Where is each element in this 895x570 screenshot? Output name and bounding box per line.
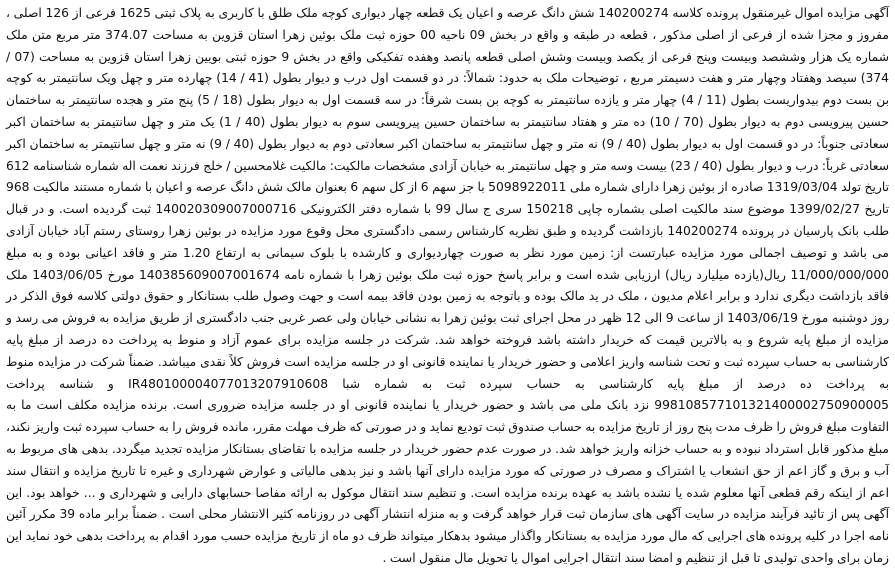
- auction-notice-text: آگهی مزایده اموال غیرمنقول پرونده کلاسه 140200274 شش دانگ عرصه و اعیان یک قطعه چهار دیواری کوچه ملک طلق با کاربری به پلاک ثبتی 1625 فرعی از 126 اصلی ، مفروز و مجزا شده از فرعی از اصلی مذکور ، قطعه در طبقه و واقع در بخش 09 ناحیه 00 حوزه ثبت ملک بوئین زهرا استان قزوین به مساحت 374.07 متر مربع متن ملک شماره یک هزار وششصد وبیست وپنج فرعی از یکصد وبیست وشش اصلی قطعه پانصد وهفده تفکیکی واقع در بخش 9 حوزه ثبتی بویین زهرا استان قزوین به مساحت (07 / 374) سیصد وهفتاد وچهار متر و هفت دسیمتر مربع ، توضیحات ملک به حدود: شمالاً: در دو قسمت اول درب و دیوار بطول (41 / 14) چهارده متر و چهل ویک سانتیمتر به کوچه بن بست دوم بیدواریست بطول (11 / 4) چهار متر و یازده سانتیمتر به کوچه بن بست شرقاً: در سه قسمت اول به دیوار بطول (18 / 5) پنج متر و هجده سانتیمتر به ساختمان حسین پیرویسی دوم به دیوار بطول (70 / 10) ده متر و هفتاد سانتیمتر به ساختمان حسین پیرویسی سوم به دیوار بطول (40 / 1) یک متر و چهل سانتیمتر به ساختمان اکبر سعادتی جنوباً: در دو قسمت اول به دیوار بطول (40 / 9) نه متر و چهل سانتیمتر به ساختمان اکبر سعادتی دوم به دیوار بطول (40 / 9) نه متر و چهل سانتیمتر به ساختمان اکبر سعادتی غرباً: درب و دیوار بطول (40 / 23) بیست وسه متر و چهل سانتیمتر به خیابان آزادی مشخصات مالکیت: مالکیت غلامحسین / خلج فرزند نعمت اله شماره شناسنامه 612 تاریخ تولد 1319/03/04 صادره از بوئین زهرا دارای شماره ملی 5098922011 با جز سهم 6 از کل سهم 6 بعنوان مالک شش دانگ عرصه و اعیان با شماره مستند مالکیت 968 تاریخ 1399/02/27 موضوع سند مالکیت اصلی بشماره چاپی 150218 سری ج سال 99 با شماره دفتر الکترونیکی 140020309007000716 ثبت گردیده است. و در قبال طلب بانک پارسیان در پرونده 140200274 بازداشت گردیده و طبق نظریه کارشناس رسمی دادگستری محل وقوع مورد مزایده در بوئین زهرا روستای رستم آباد خیابان آزادی می باشد و توصیف اجمالی مورد مزایده عبارتست از: زمین مورد نظر به صورت چهاردیواری و کارشده با بلوک سیمانی به ارتفاع 1.20 متر و فاقد اعیانی بوده و به مبلغ 11/000/000/000 ریال(یازده میلیارد ریال) ارزیابی شده است و برابر پاسخ حوزه ثبت ملک بوئین زهرا با شماره نامه 140385609007001674 مورخ 1403/06/05 ملک فاقد بازداشت دیگری ندارد و برابر اعلام مدیون ، ملک در ید مالک بوده و باتوجه به زمین بودن فاقد بیمه است و جهت وصول طلب بستانکار و حقوق دولتی کلاسه فوق الذکر در روز دوشنبه مورخ 1403/06/19 از ساعت 9 الی 12 ظهر در محل اجرای ثبت بوئین زهرا به نشانی خیابان ولی عصر غربی جنب دادگستری از طریق مزایده به فروش می رسد و مزایده از مبلغ پایه شروع و به بالاترین قیمت که خریدار داشته باشد فروخته خواهد شد. شرکت در جلسه مزایده برای عموم آزاد و منوط به پرداخت ده درصد از مبلغ پایه کارشناسی به حساب سپرده ثبت و تحت شناسه واریز اعلامی و حضور خریدار یا نماینده قانونی او در جلسه مزایده است فروش کلاً نقدی میباشد. ضمناً شرکت در مزایده منوط به پرداخت ده درصد از مبلغ پایه کارشناسی به حساب سپرده ثبت به شماره شبا IR480100004077013207910608 و شناسه پرداخت 998108577101321400002750900005 نزد بانک ملی می باشد و حضور خریدار یا نماینده قانونی او در جلسه مزایده ضروری است. برنده مزایده مکلف است ما به التفاوت مبلغ فروش را ظرف مدت پنج روز از تاریخ مزایده به حساب صندوق ثبت تودیع نماید و در صورتی که ظرف مهلت مقرر، مانده فروش را به حساب سپرده ثبت واریز نکند، مبلغ مذکور قابل استرداد نبوده و به حساب خزانه واریز خواهد شد. در صورت عدم حضور خریدار در جلسه مزایده با تقاضای بستانکار مزایده تجدید میگردد. بدهی های مربوط به آب و برق و گاز اعم از حق انشعاب یا اشتراک و مصرف در صورتی که مورد مزایده دارای آنها باشد و نیز بدهی مالیاتی و عوارض شهرداری و غیره تا تاریخ مزایده و انتقال سند اعم از اینکه رقم قطعی آنها معلوم شده یا نشده باشد به عهده برنده مزایده است. و تنظیم سند انتقال موکول به ارائه مفاصا حسابهای دارایی و شهرداری و ... خواهد بود. این آگهی پس از تائید فرآیند مزایده در سایت آگهی های سازمان ثبت قرار خواهد گرفت و به منزله انتشار آگهی در روزنامه کثیر الانتشار محلی است . ضمناً برابر ماده 39 مکرر آئین نامه اجرا در کلیه پرونده های اجرایی که مال مورد مزایده به بستانکار واگذار میشود بدهکار میتواند ظرف دو ماه از تاریخ مزایده حسب مورد اقدام به پرداخت بدهی خود نماید این زمان برای واحدی تولیدی تا قبل از تنظیم و امضا سند انتقال اجرایی اموال یا تحویل مال منقول است .: [6, 6, 890, 565]
